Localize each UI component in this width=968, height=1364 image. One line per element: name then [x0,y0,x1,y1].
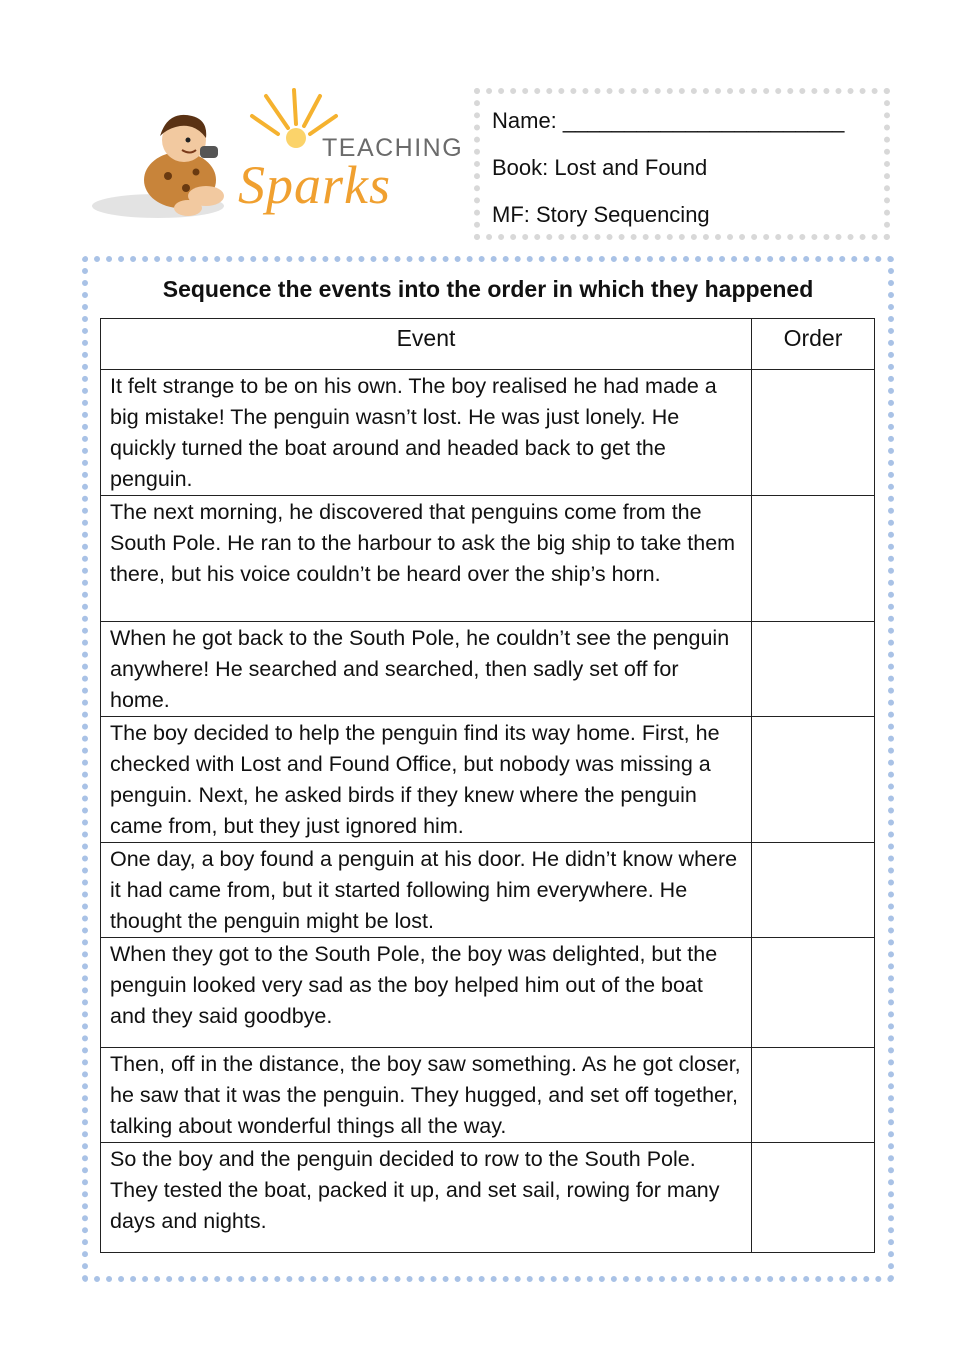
event-text: It felt strange to be on his own. The boy realised he had made a big mistake! The penguin wasn’t lost. He was just lonely. He quickly turned the boat around and headed back to get the penguin. [101,370,752,496]
event-text: When he got back to the South Pole, he couldn’t see the penguin anywhere! He searched and searched, then sadly set off for home. [101,622,752,717]
table-header-row [101,319,875,370]
table-row [101,843,875,938]
event-text: Then, off in the distance, the boy saw something. As he got closer, he saw that it was the penguin. They hugged, and set off together, talking about wonderful things all the way. [101,1048,752,1143]
book-label: Book: Lost and Found [492,155,708,180]
order-input-cell[interactable] [752,622,875,717]
order-input-cell[interactable] [752,938,875,1048]
order-input-cell[interactable] [752,843,875,938]
event-text: When they got to the South Pole, the boy was delighted, but the penguin looked very sad as the boy helped him out of the boat and they said goodbye. [101,938,752,1048]
order-column-header: Order [752,319,875,370]
event-text: The next morning, he discovered that penguins come from the South Pole. He ran to the harbour to ask the big ship to take them there, but his voice couldn’t be heard over the ship’s horn. [101,496,752,622]
order-input-cell[interactable] [752,1143,875,1253]
worksheet-title: Sequence the events into the order in which they happened [162,276,814,302]
student-info-box [474,88,890,240]
event-text: The boy decided to help the penguin find its way home. First, he checked with Lost and Found Office, but nobody was missing a penguin. Next, he asked birds if they knew where the penguin came from, but they just ignored him. [101,717,752,843]
table-row [101,938,875,1048]
order-input-cell[interactable] [752,1048,875,1143]
logo-teaching-text: TEACHING [322,134,464,162]
focus-label: MF: Story Sequencing [492,202,710,227]
table-row [101,1143,875,1253]
order-input-cell[interactable] [752,496,875,622]
table-row [101,370,875,496]
table-row [101,717,875,843]
table-row [101,1048,875,1143]
table-row [101,496,875,622]
name-field[interactable]: Name: _______________________ [492,108,845,133]
event-column-header: Event [101,319,752,370]
logo-sparks-text: Sparks [238,155,391,215]
sequence-table [100,318,875,1253]
order-input-cell[interactable] [752,717,875,843]
table-row [101,622,875,717]
worksheet-panel [82,256,894,1282]
event-text: One day, a boy found a penguin at his door. He didn’t know where it had came from, but it started following him everywhere. He thought the penguin might be lost. [101,843,752,938]
event-text: So the boy and the penguin decided to row to the South Pole. They tested the boat, packed it up, and set sail, rowing for many days and nights. [101,1143,752,1253]
teaching-sparks-logo [88,88,468,238]
order-input-cell[interactable] [752,370,875,496]
